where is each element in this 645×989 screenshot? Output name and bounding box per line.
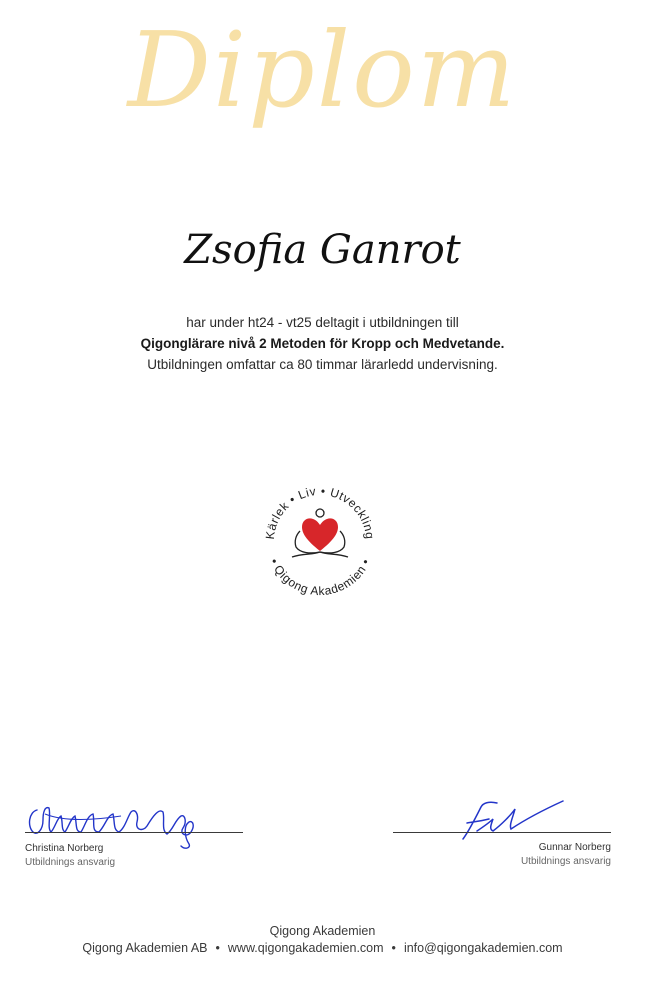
qigong-akademien-logo bbox=[252, 473, 388, 609]
signer-left-name: Christina Norberg bbox=[25, 843, 104, 854]
svg-text:• Qigong Akademien • bbox=[267, 556, 373, 598]
footer-contact bbox=[0, 941, 645, 955]
body-line-course: Qigonglärare nivå 2 Metoden för Kropp och Medvetande. bbox=[140, 336, 505, 351]
footer-website-link[interactable]: www.qigongakademien.com bbox=[227, 941, 384, 955]
body-line-hours: Utbildningen omfattar ca 80 timmar lärarledd undervisning. bbox=[147, 357, 498, 372]
body-line-period: har under ht24 - vt25 deltagit i utbildningen till bbox=[186, 315, 459, 330]
diploma-title: Diplom bbox=[127, 9, 518, 131]
signer-left-role: Utbildnings ansvarig bbox=[25, 857, 116, 868]
logo-arc-bottom-text: • Qigong Akademien • bbox=[267, 556, 373, 599]
signature-gunnar-norberg bbox=[393, 795, 611, 845]
footer-email-link[interactable]: info@qigongakademien.com bbox=[403, 941, 563, 955]
footer-separator: • bbox=[215, 941, 220, 955]
signer-right-name: Gunnar Norberg bbox=[538, 842, 611, 853]
signer-right-role: Utbildnings ansvarig bbox=[520, 856, 611, 867]
footer-separator: • bbox=[391, 941, 396, 955]
signature-line-left bbox=[25, 832, 243, 833]
heart-icon bbox=[302, 518, 338, 551]
logo-arc-top-text: Kärlek • Liv • Utveckling bbox=[262, 483, 378, 541]
signature-line-right bbox=[393, 832, 611, 833]
footer-org: Qigong Akademien bbox=[269, 924, 376, 938]
footer-company: Qigong Akademien AB bbox=[82, 941, 208, 955]
meditating-figure-heart-icon bbox=[292, 509, 348, 557]
recipient-name: Zsofia Ganrot bbox=[184, 227, 461, 273]
diploma-body bbox=[0, 312, 645, 375]
